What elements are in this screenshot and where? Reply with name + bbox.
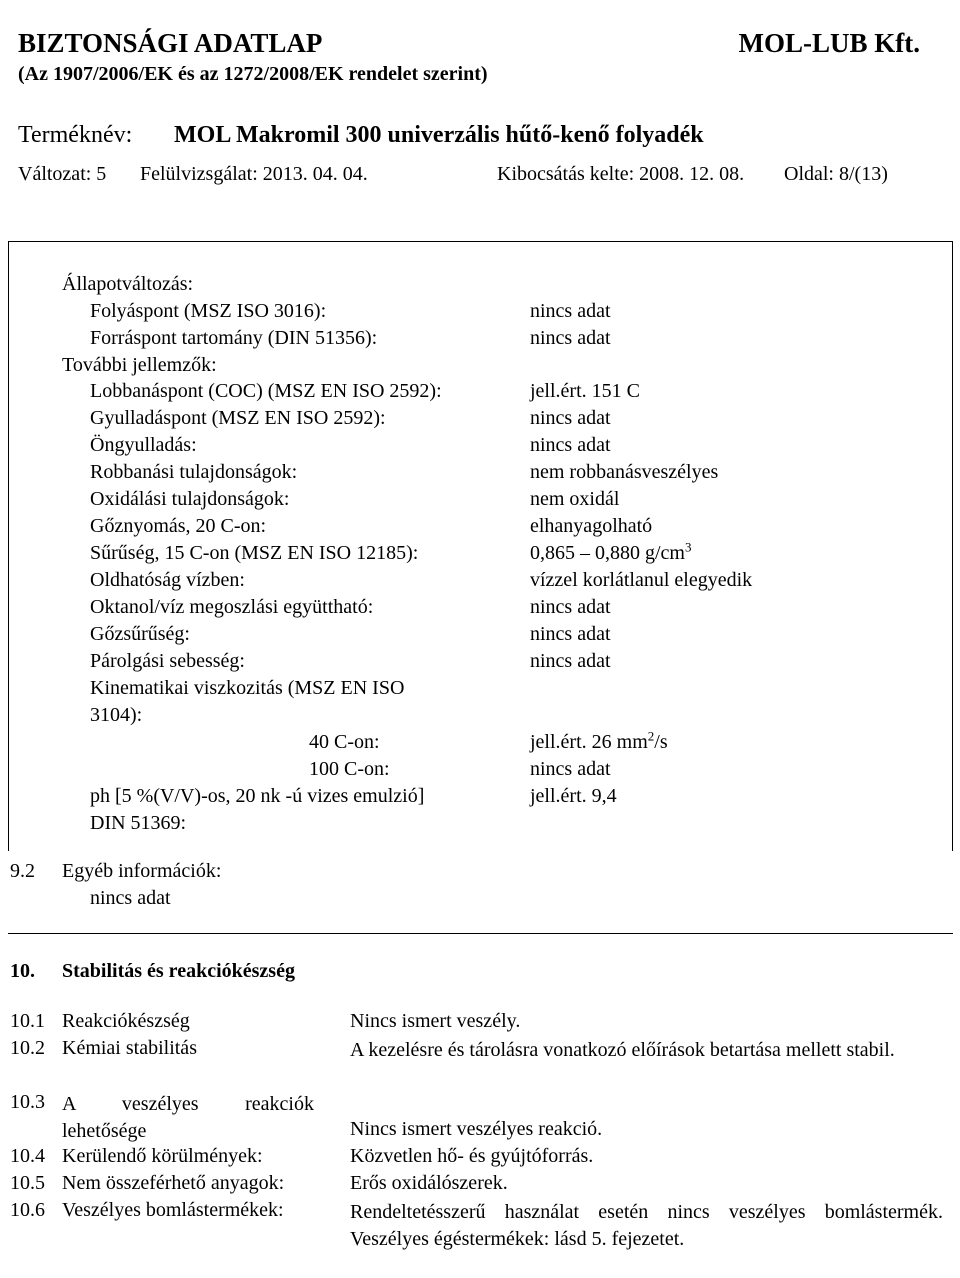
octanol-label: Oktanol/víz megoszlási együttható: [90,596,374,618]
density-value [530,539,692,565]
item-10-5-number: 10.5 [10,1172,45,1194]
oxidizing-label: Oxidálási tulajdonságok: [90,488,290,510]
version: Változat: 5 [18,163,107,185]
section-9-2-title: Egyéb információk: [62,860,222,882]
section-divider [8,933,953,934]
ph-label-line2: DIN 51369: [90,812,187,834]
viscosity-label-line2: 3104): [90,704,143,726]
item-10-2-value: A kezelésre és tárolásra vonatkozó előírások betartása mellett stabil. [350,1039,895,1061]
autoignition-label: Öngyulladás: [90,434,197,456]
oxidizing-value: nem oxidál [530,488,620,510]
boiling-range-value: nincs adat [530,327,611,349]
item-10-3-label: A veszélyes reakciók lehetősége [62,1093,314,1142]
item-10-6-number: 10.6 [10,1199,45,1221]
ph-value: jell.ért. 9,4 [530,785,617,807]
explosive-label: Robbanási tulajdonságok: [90,461,298,483]
item-10-2-number: 10.2 [10,1037,45,1059]
explosive-value: nem robbanásveszélyes [530,461,719,483]
section-10-title: Stabilitás és reakciókészség [62,960,295,982]
pour-point-label: Folyáspont (MSZ ISO 3016): [90,300,327,322]
item-10-4-number: 10.4 [10,1145,45,1167]
product-label: Terméknév: [18,122,133,148]
item-10-4-label: Kerülendő körülmények: [62,1145,263,1167]
solubility-value: vízzel korlátlanul elegyedik [530,569,753,591]
viscosity-100-label: 100 C-on: [309,758,390,780]
further-props-heading: További jellemzők: [62,354,217,376]
viscosity-100-value: nincs adat [530,758,611,780]
item-10-6-value: Rendeltetésszerű használat esetén nincs veszélyes bomlástermék. Veszélyes égéstermékek: lásd 5. fejezetet. [350,1201,943,1250]
item-10-1-label: Reakciókészség [62,1010,190,1032]
ph-label-line1: ph [5 %(V/V)-os, 20 nk -ú vizes emulzió] [90,785,425,807]
item-10-5-value: Erős oxidálószerek. [350,1172,508,1194]
viscosity-label-line1: Kinematikai viszkozitás (MSZ EN ISO [90,677,405,699]
pour-point-value: nincs adat [530,300,611,322]
item-10-1-value: Nincs ismert veszély. [350,1010,521,1032]
company-name: MOL-LUB Kft. [738,28,920,58]
evaporation-value: nincs adat [530,650,611,672]
flash-point-label: Lobbanáspont (COC) (MSZ EN ISO 2592): [90,380,442,402]
viscosity-40-unit: /s [654,731,668,753]
section-9-2-number: 9.2 [10,860,35,882]
autoignition-value: nincs adat [530,434,611,456]
boiling-range-label: Forráspont tartomány (DIN 51356): [90,327,378,349]
viscosity-40-value [530,728,668,754]
evaporation-label: Párolgási sebesség: [90,650,245,672]
solubility-label: Oldhatóság vízben: [90,569,245,591]
vapor-pressure-label: Gőznyomás, 20 C-on: [90,515,267,537]
vapor-pressure-value: elhanyagolható [530,515,653,537]
item-10-1-number: 10.1 [10,1010,45,1032]
regulation-note: (Az 1907/2006/EK és az 1272/2008/EK rendelet szerint) [18,63,488,85]
vapor-density-label: Gőzsűrűség: [90,623,190,645]
product-name: MOL Makromil 300 univerzális hűtő-kenő folyadék [174,122,704,148]
density-label: Sűrűség, 15 C-on (MSZ EN ISO 12185): [90,542,419,564]
flash-point-value: jell.ért. 151 C [530,380,640,402]
ignition-point-label: Gyulladáspont (MSZ EN ISO 2592): [90,407,386,429]
vapor-density-value: nincs adat [530,623,611,645]
issue-date: Kibocsátás kelte: 2008. 12. 08. [497,163,745,185]
viscosity-40-label: 40 C-on: [309,731,380,753]
ignition-point-value: nincs adat [530,407,611,429]
document-title: BIZTONSÁGI ADATLAP [18,28,323,58]
revision-date: Felülvizsgálat: 2013. 04. 04. [140,163,368,185]
density-value-text: 0,865 – 0,880 g/cm [530,542,685,564]
item-10-3-value: Nincs ismert veszélyes reakció. [350,1118,603,1140]
item-10-3-number: 10.3 [10,1091,45,1113]
section-10-number: 10. [10,960,35,982]
viscosity-40-text: jell.ért. 26 mm [530,731,648,753]
item-10-2-label: Kémiai stabilitás [62,1037,197,1059]
item-10-6-label: Veszélyes bomlástermékek: [62,1199,284,1221]
density-superscript: 3 [685,539,692,555]
item-10-4-value: Közvetlen hő- és gyújtóforrás. [350,1145,594,1167]
octanol-value: nincs adat [530,596,611,618]
section-9-2-value: nincs adat [90,887,171,909]
page-number: Oldal: 8/(13) [784,163,888,185]
state-change-heading: Állapotváltozás: [62,273,194,295]
viscosity-40-superscript: 2 [647,728,655,744]
item-10-5-label: Nem összeférhető anyagok: [62,1172,285,1194]
